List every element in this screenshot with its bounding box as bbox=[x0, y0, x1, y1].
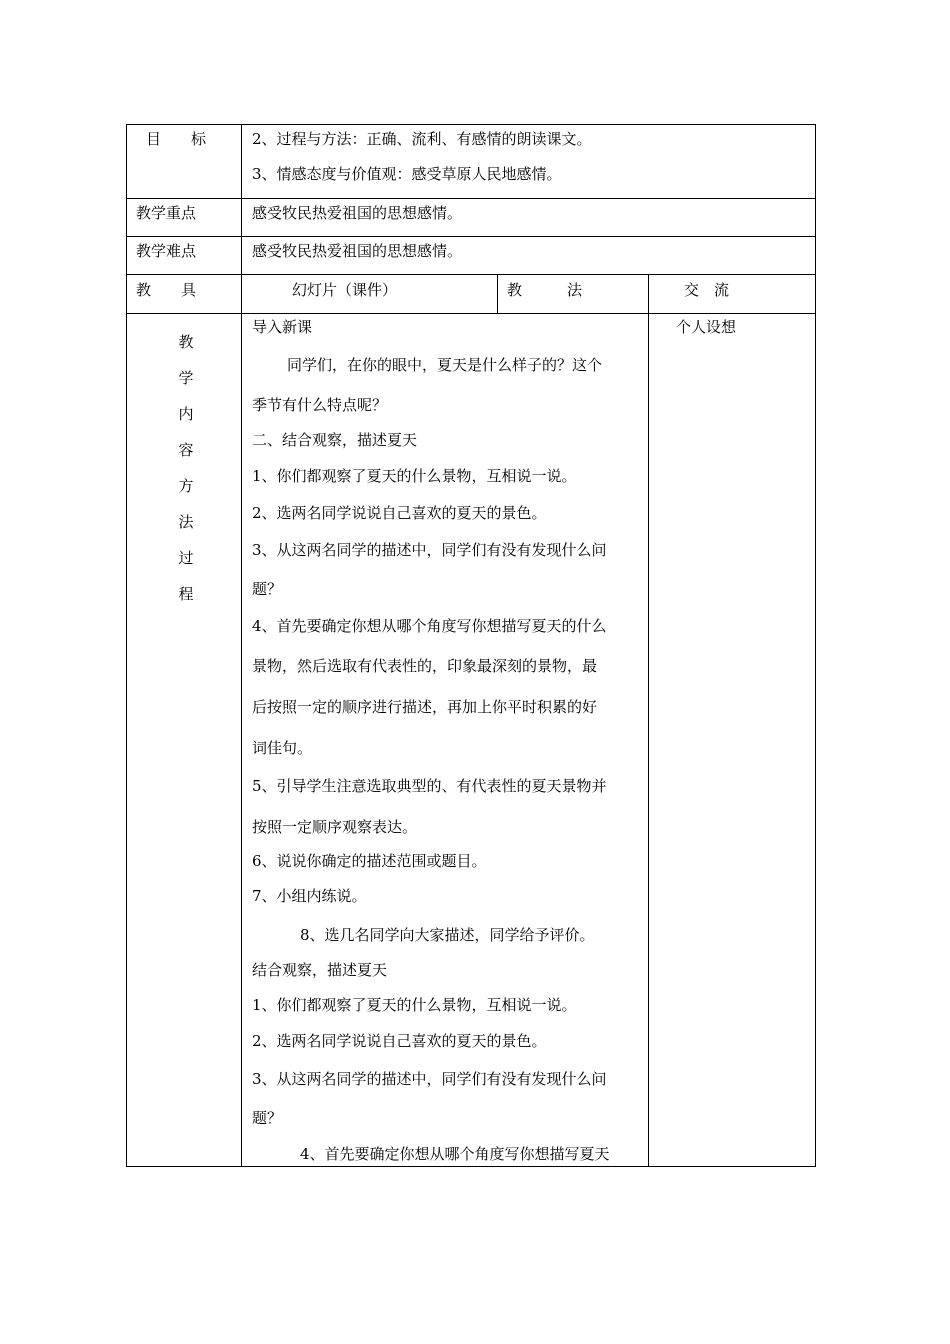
tools-content: 幻灯片（课件） bbox=[292, 281, 398, 299]
process-line: 词佳句。 bbox=[252, 739, 313, 757]
process-line: 5、引导学生注意选取典型的、有代表性的夏天景物并 bbox=[252, 777, 607, 795]
method-column-divider bbox=[497, 274, 498, 314]
process-label-char: 法 bbox=[178, 513, 194, 531]
key-point-label: 教学重点 bbox=[136, 204, 197, 222]
process-vertical-label bbox=[178, 332, 194, 620]
process-line: 2、选两名同学说说自己喜欢的夏天的景色。 bbox=[252, 504, 547, 522]
process-line: 3、从这两名同学的描述中，同学们有没有发现什么问 bbox=[252, 1070, 607, 1088]
process-line: 3、从这两名同学的描述中，同学们有没有发现什么问 bbox=[252, 541, 607, 559]
process-line: 1、你们都观察了夏天的什么景物，互相说一说。 bbox=[252, 996, 577, 1014]
process-line: 题？ bbox=[252, 580, 283, 598]
table-border-left bbox=[126, 124, 127, 1167]
process-label-char: 教 bbox=[178, 333, 194, 351]
process-label-char: 程 bbox=[178, 585, 194, 603]
row-divider bbox=[126, 198, 816, 199]
process-line: 景物，然后选取有代表性的，印象最深刻的景物，最 bbox=[252, 657, 598, 675]
table-border-right bbox=[815, 124, 816, 1167]
process-line: 二、结合观察，描述夏天 bbox=[252, 431, 418, 449]
process-line: 1、你们都观察了夏天的什么景物，互相说一说。 bbox=[252, 467, 577, 485]
process-line: 7、小组内练说。 bbox=[252, 887, 367, 905]
process-line: 结合观察，描述夏天 bbox=[252, 961, 388, 979]
process-line: 6、说说你确定的描述范围或题目。 bbox=[252, 852, 487, 870]
process-line: 题？ bbox=[252, 1109, 283, 1127]
side-note: 个人设想 bbox=[676, 318, 737, 336]
process-line: 季节有什么特点呢？ bbox=[252, 396, 388, 414]
method-label: 教 法 bbox=[507, 281, 583, 299]
process-line: 4、首先要确定你想从哪个角度写你想描写夏天的什么 bbox=[252, 617, 607, 635]
goal-line-1: 2、过程与方法：正确、流利、有感情的朗读课文。 bbox=[252, 130, 592, 148]
row-divider bbox=[126, 236, 816, 237]
process-label-char: 方 bbox=[178, 477, 194, 495]
process-line: 同学们，在你的眼中，夏天是什么样子的？这个 bbox=[287, 356, 603, 374]
process-label-char: 容 bbox=[178, 441, 194, 459]
side-column-divider bbox=[648, 274, 649, 1167]
tools-label: 教 具 bbox=[136, 281, 197, 299]
process-label-char: 学 bbox=[178, 369, 194, 387]
table-border-top bbox=[126, 124, 816, 125]
difficulty-content: 感受牧民热爱祖国的思想感情。 bbox=[252, 242, 463, 260]
process-line: 2、选两名同学说说自己喜欢的夏天的景色。 bbox=[252, 1032, 547, 1050]
process-line: 8、选几名同学向大家描述，同学给予评价。 bbox=[300, 926, 595, 944]
row-divider bbox=[126, 313, 816, 314]
table-border-bottom bbox=[126, 1166, 816, 1167]
process-line: 后按照一定的顺序进行描述，再加上你平时积累的好 bbox=[252, 698, 598, 716]
process-line: 按照一定顺序观察表达。 bbox=[252, 818, 418, 836]
process-line: 4、首先要确定你想从哪个角度写你想描写夏天 bbox=[300, 1145, 610, 1163]
difficulty-label: 教学难点 bbox=[136, 242, 197, 260]
goal-line-2: 3、情感态度与价值观：感受草原人民地感情。 bbox=[252, 165, 562, 183]
process-label-char: 过 bbox=[178, 549, 194, 567]
label-column-divider bbox=[241, 124, 242, 1167]
process-label-char: 内 bbox=[178, 405, 194, 423]
process-line: 导入新课 bbox=[252, 318, 313, 336]
key-point-content: 感受牧民热爱祖国的思想感情。 bbox=[252, 204, 463, 222]
goal-label: 目 标 bbox=[146, 130, 207, 148]
row-divider bbox=[126, 274, 816, 275]
method-content: 交 流 bbox=[684, 281, 730, 299]
